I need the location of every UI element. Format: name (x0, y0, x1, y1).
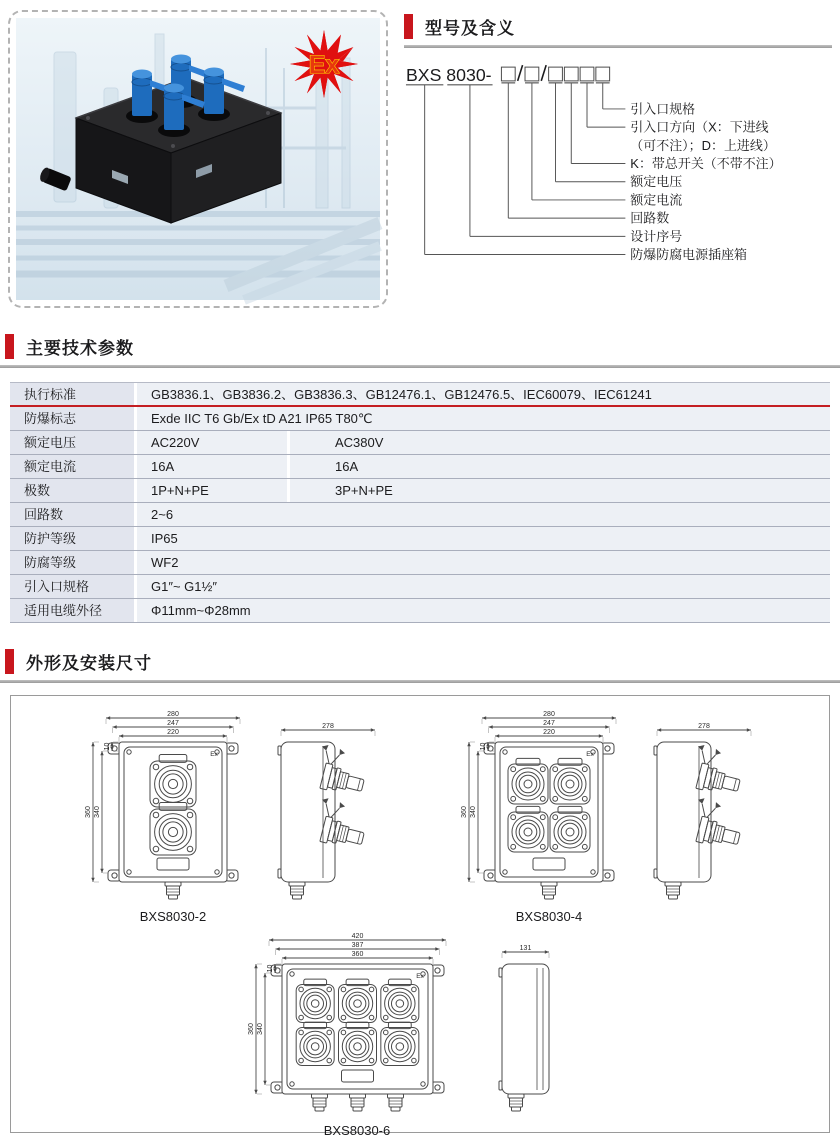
dimensions-section-header (0, 649, 840, 674)
drawings-row-1 (11, 704, 829, 924)
param-value: Φ11mm~Φ28mm (137, 599, 830, 622)
product-photo (8, 10, 388, 308)
param-row (10, 383, 830, 407)
param-label: 适用电缆外径 (10, 599, 134, 622)
dim-label: 340 (257, 1023, 264, 1035)
param-label: 引入口规格 (10, 575, 134, 598)
drawing-canvas (230, 926, 610, 1118)
drawings-row-2 (11, 926, 829, 1138)
param-value: 3P+N+PE (290, 479, 830, 502)
red-bar (404, 14, 413, 39)
section-title: 型号及含义 (425, 19, 515, 38)
param-value: 1P+N+PE (137, 479, 287, 502)
param-label: 防腐等级 (10, 551, 134, 574)
dim-label: 360 (351, 950, 364, 958)
param-row (10, 455, 830, 479)
params-table (10, 382, 830, 623)
drawing-caption: BXS8030-2 (139, 909, 207, 924)
dim-label: 360 (248, 1023, 255, 1035)
drawing-caption: BXS8030-4 (515, 909, 583, 924)
dim-label: 220 (167, 728, 179, 736)
model-legend-label: 设计序号 (630, 228, 683, 244)
model-legend-label: 额定电压 (630, 174, 683, 190)
dim-label: 278 (322, 722, 334, 730)
param-row (10, 503, 830, 527)
param-value: G1″~ G1½″ (137, 575, 830, 598)
param-label: 防爆标志 (10, 407, 134, 430)
dim-label: 10 (104, 742, 111, 751)
model-legend-label: 引入口规格 (630, 101, 696, 117)
section-rule (0, 680, 840, 683)
param-row (10, 431, 830, 455)
dim-label: 280 (167, 710, 179, 718)
section-title: 外形及安装尺寸 (26, 654, 152, 673)
param-label: 额定电压 (10, 431, 134, 454)
param-value: 2~6 (137, 503, 830, 526)
param-value: GB3836.1、GB3836.2、GB3836.3、GB12476.1、GB12476.5、IEC60079、IEC61241 (137, 383, 830, 405)
dim-label: Ex (586, 751, 594, 758)
param-value: Exde IIC T6 Gb/Ex tD A21 IP65 T80℃ (137, 407, 830, 430)
drawings-box (10, 695, 830, 1138)
param-row (10, 407, 830, 431)
param-value: IP65 (137, 527, 830, 550)
dimensions-section (0, 649, 840, 1138)
drawing-canvas (67, 704, 397, 904)
model-legend-label: （可不注）；D：上进线） (630, 137, 776, 153)
model-legend-label: 回路数 (630, 210, 670, 226)
param-row (10, 527, 830, 551)
model-diagram (404, 60, 832, 272)
dimension-drawing (443, 704, 773, 924)
model-legend-label: 额定电流 (630, 192, 683, 208)
dim-label: 220 (543, 728, 555, 736)
param-row (10, 479, 830, 503)
drawing-caption: BXS8030-6 (323, 1123, 391, 1138)
ex-badge-text: Ex (308, 51, 340, 79)
dim-label: 10 (267, 964, 274, 973)
dim-label: 360 (461, 806, 468, 818)
model-legend-label: 防爆防腐电源插座箱 (630, 246, 748, 262)
param-label: 极数 (10, 479, 134, 502)
param-row (10, 551, 830, 575)
dim-label: 360 (85, 806, 92, 818)
dim-label: 278 (698, 722, 710, 730)
product-photo-scene (16, 18, 380, 300)
model-legend-label: 引入口方向（X：下进线 (630, 119, 769, 135)
param-value: WF2 (137, 551, 830, 574)
dim-label: Ex (416, 973, 424, 980)
section-rule (404, 45, 832, 48)
dim-label: 131 (519, 944, 532, 952)
top-row (0, 0, 840, 308)
dim-label: 340 (94, 806, 101, 818)
dim-label: 280 (543, 710, 555, 718)
red-bar (5, 649, 14, 674)
model-section (404, 10, 832, 308)
param-label: 防护等级 (10, 527, 134, 550)
param-label: 额定电流 (10, 455, 134, 478)
params-section (0, 334, 840, 623)
red-bar (5, 334, 14, 359)
section-rule (0, 365, 840, 368)
param-value: 16A (290, 455, 830, 478)
model-section-header (404, 14, 832, 39)
param-label: 执行标准 (10, 383, 134, 405)
model-code: BXS 8030- (405, 64, 492, 85)
dimension-drawing (67, 704, 397, 924)
dimension-drawing (230, 926, 610, 1138)
dim-label: 340 (470, 806, 477, 818)
param-value: 16A (137, 455, 287, 478)
section-title: 主要技术参数 (26, 339, 134, 358)
param-label: 回路数 (10, 503, 134, 526)
param-row (10, 575, 830, 599)
dim-label: 247 (543, 719, 555, 727)
dim-label: Ex (210, 751, 218, 758)
drawing-canvas (443, 704, 773, 904)
dim-label: 10 (480, 742, 487, 751)
dim-label: 247 (167, 719, 179, 727)
param-value: AC380V (290, 431, 830, 454)
param-row (10, 599, 830, 623)
dim-label: 387 (351, 941, 364, 949)
params-section-header (0, 334, 840, 359)
param-value: AC220V (137, 431, 287, 454)
model-legend-label: K：带总开关（不带不注） (630, 155, 782, 171)
dim-label: 420 (351, 932, 364, 940)
